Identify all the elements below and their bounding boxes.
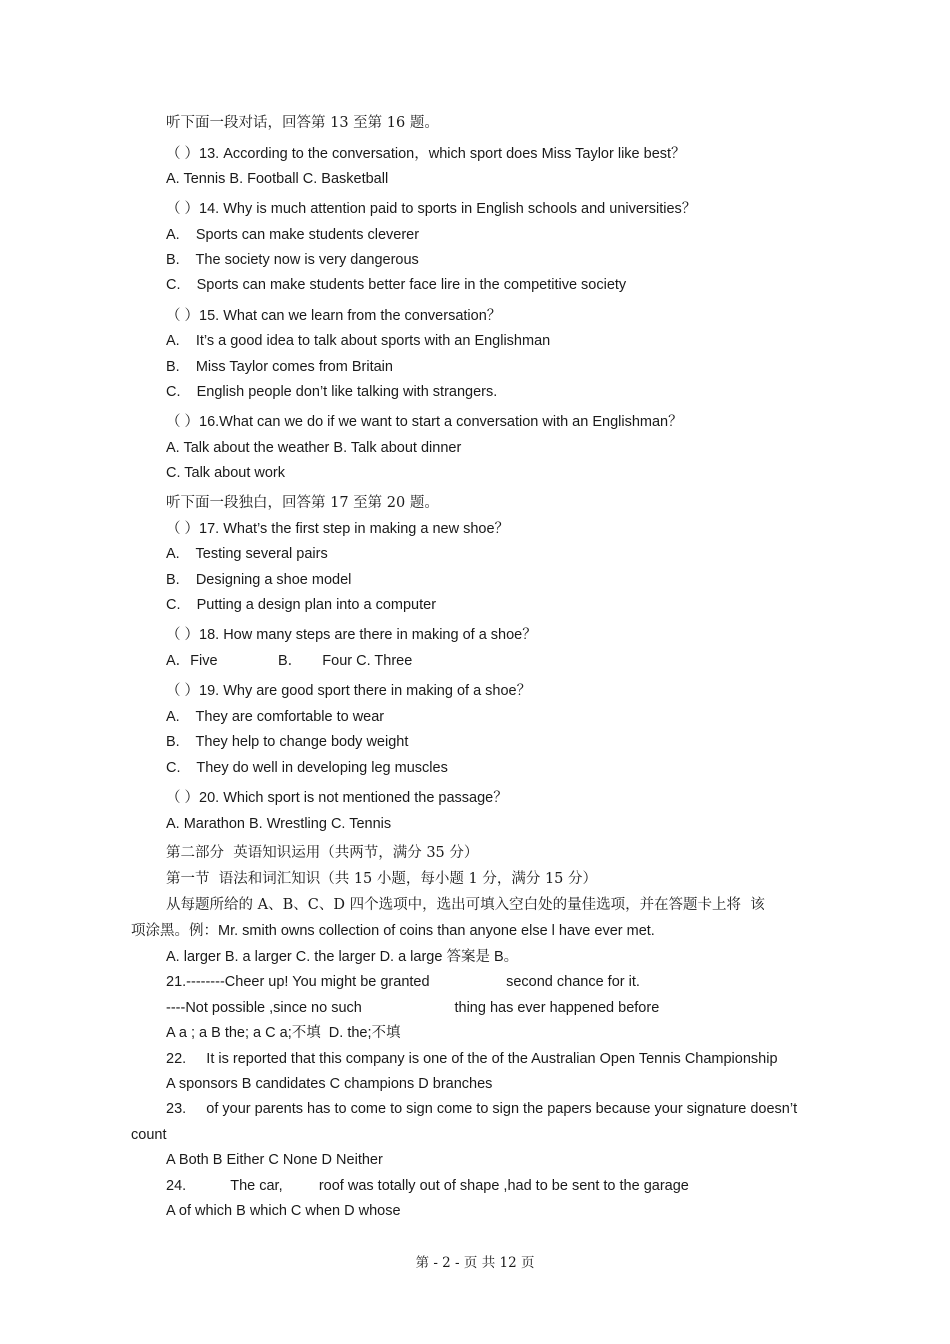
instructions-line-2: 项涂黑。例：Mr. smith owns collection of coins than anyone else l have ever met. [131, 923, 655, 939]
question-17-option-a: A. Testing several pairs [166, 546, 328, 562]
question-20-options: A. Marathon B. Wrestling C. Tennis [166, 816, 392, 832]
question-22-options: A sponsors B candidates C champions D branches [166, 1076, 493, 1092]
question-14-option-a: A. Sports can make students cleverer [166, 227, 420, 243]
part-2-title: 第二部分 英语知识运用（共两节，满分 35 分） [166, 845, 479, 861]
question-14-stem: （ ）14. Why is much attention paid to sports in English schools and universities？ [166, 201, 697, 217]
question-18-stem: （ ）18. How many steps are there in making of a shoe？ [166, 627, 537, 643]
question-19-option-a: A. They are comfortable to wear [166, 709, 385, 725]
question-18-options: A．Five B． Four C. Three [166, 653, 413, 669]
question-13-stem: （ ）13. According to the conversation，which sport does Miss Taylor like best？ [166, 146, 686, 162]
question-17-option-b: B. Designing a shoe model [166, 572, 352, 588]
question-21-options: A a ; a B the; a C a;不填 D. the;不填 [166, 1025, 401, 1041]
question-21-line-2: ----Not possible ,since no such thing has ever happened before [166, 1000, 660, 1016]
section-intro-13-16: 听下面一段对话，回答第 13 至第 16 题。 [166, 115, 439, 131]
page-footer: 第 - 2 - 页 共 12 页 [415, 1255, 535, 1271]
question-15-option-a: A. It’s a good idea to talk about sports with an Englishman [166, 333, 551, 349]
question-15-option-b: B. Miss Taylor comes from Britain [166, 359, 393, 375]
section-1-title: 第一节 语法和词汇知识（共 15 小题，每小题 1 分，满分 15 分） [166, 871, 597, 887]
question-22-stem: 22. It is reported that this company is one of the of the Australian Open Tennis Championship [166, 1051, 778, 1067]
question-16-stem: （ ）16.What can we do if we want to start a conversation with an Englishman？ [166, 414, 683, 430]
question-23-options: A Both B Either C None D Neither [166, 1152, 383, 1168]
question-13-options: A. Tennis B. Football C. Basketball [166, 171, 389, 187]
section-intro-17-20: 听下面一段独白，回答第 17 至第 20 题。 [166, 495, 439, 511]
question-19-stem: （ ）19. Why are good sport there in making of a shoe？ [166, 683, 532, 699]
question-15-option-c: C. English people don’t like talking with strangers. [166, 384, 498, 400]
instructions-line-1: 从每题所给的 A、B、C、D 四个选项中，选出可填入空白处的量佳选项，并在答题卡上将 该 [166, 897, 765, 913]
question-23-stem: 23. of your parents has to come to sign come to sign the papers because your signature doesn’t [166, 1101, 798, 1117]
question-14-option-b: B. The society now is very dangerous [166, 252, 419, 268]
question-20-stem: （ ）20. Which sport is not mentioned the passage？ [166, 790, 508, 806]
question-24-options: A of which B which C when D whose [166, 1203, 401, 1219]
example-options: A. larger B. a larger C. the larger D. a large 答案是 B。 [166, 949, 519, 965]
question-14-option-c: C. Sports can make students better face lire in the competitive society [166, 277, 627, 293]
question-23-stem-continued: count [131, 1127, 167, 1143]
question-19-option-b: B. They help to change body weight [166, 734, 409, 750]
question-17-option-c: C. Putting a design plan into a computer [166, 597, 437, 613]
question-15-stem: （ ）15. What can we learn from the conversation？ [166, 308, 502, 324]
question-17-stem: （ ）17. What’s the first step in making a new shoe？ [166, 521, 510, 537]
question-16-option-c: C. Talk about work [166, 465, 286, 481]
question-24-stem: 24. The car, roof was totally out of shape ,had to be sent to the garage [166, 1178, 689, 1194]
question-16-options-ab: A. Talk about the weather B. Talk about dinner [166, 440, 462, 456]
question-21-line-1: 21.--------Cheer up! You might be granted second chance for it. [166, 974, 640, 990]
question-19-option-c: C. They do well in developing leg muscles [166, 760, 448, 776]
